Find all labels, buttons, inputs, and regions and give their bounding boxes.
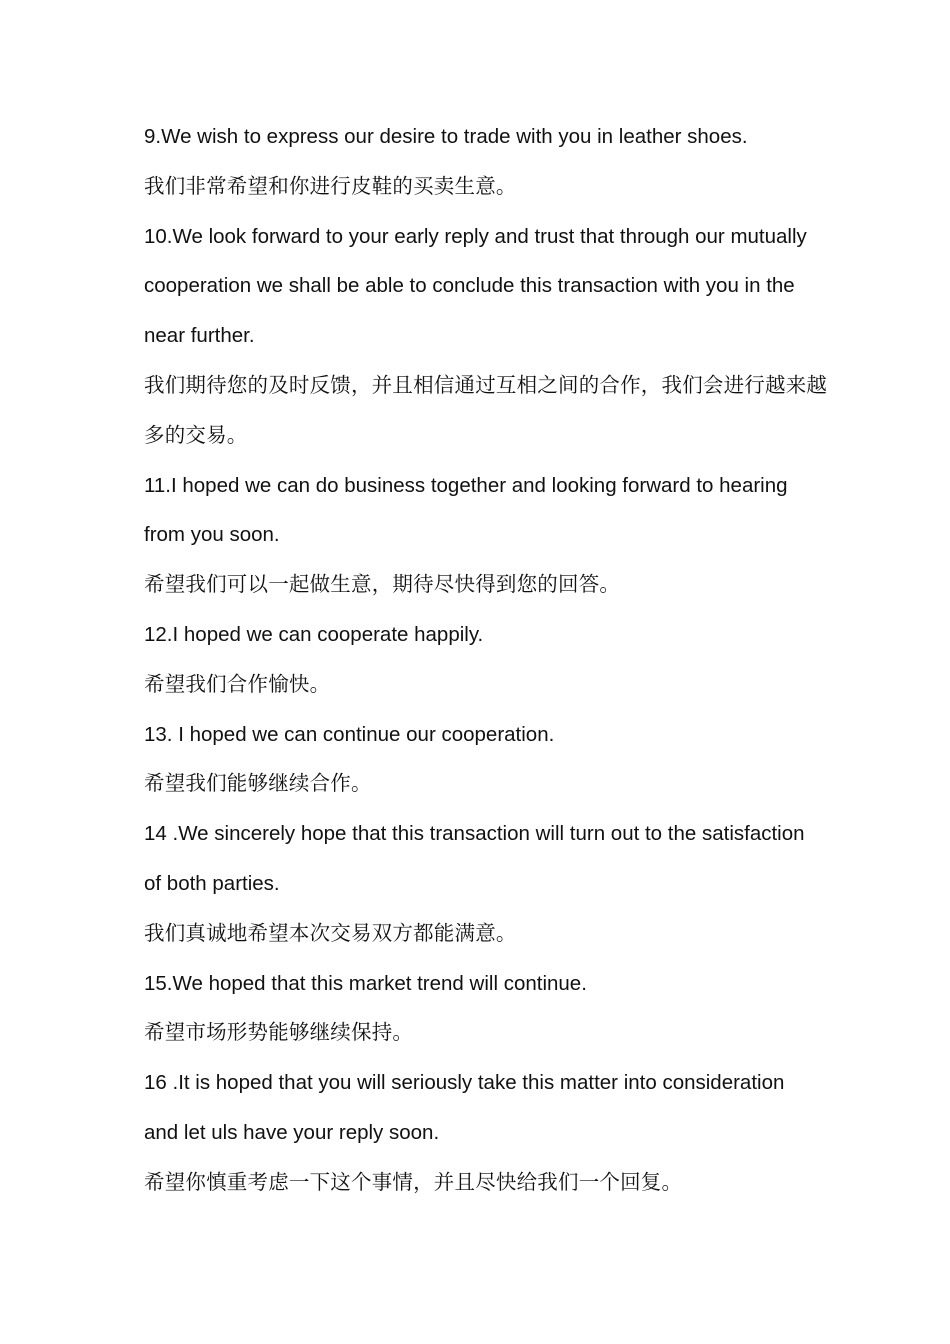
translation-line: 希望我们合作愉快。: [144, 671, 331, 696]
document-body: [144, 112, 884, 1208]
text-line: 12.I hoped we can cooperate happily.: [144, 622, 484, 646]
translation-line: 多的交易。: [144, 422, 248, 447]
text-line: 13. I hoped we can continue our cooperation.: [144, 722, 555, 746]
translation-line: 我们非常希望和你进行皮鞋的买卖生意。: [144, 173, 517, 198]
text-line: cooperation we shall be able to conclude this transaction with you in the: [144, 274, 795, 298]
text-line: and let uls have your reply soon.: [144, 1120, 440, 1144]
translation-line: 我们期待您的及时反馈，并且相信通过互相之间的合作，我们会进行越来越: [144, 372, 828, 397]
text-line: 16 .It is hoped that you will seriously take this matter into consideration: [144, 1071, 785, 1095]
translation-line: 希望你慎重考虑一下这个事情，并且尽快给我们一个回复。: [144, 1169, 683, 1194]
translation-line: 希望我们可以一起做生意，期待尽快得到您的回答。: [144, 572, 621, 597]
text-line: from you soon.: [144, 523, 280, 547]
text-line: of both parties.: [144, 871, 280, 895]
text-line: 9.We wish to express our desire to trade with you in leather shoes.: [144, 125, 748, 148]
translation-line: 希望市场形势能够继续保持。: [144, 1020, 414, 1045]
text-line: 11.I hoped we can do business together and looking forward to hearing: [144, 473, 788, 497]
translation-line: 我们真诚地希望本次交易双方都能满意。: [144, 920, 517, 945]
text-line: 14 .We sincerely hope that this transaction will turn out to the satisfaction: [144, 822, 805, 846]
text-line: near further.: [144, 324, 255, 348]
text-line: 15.We hoped that this market trend will continue.: [144, 971, 587, 995]
text-line: 10.We look forward to your early reply and trust that through our mutually: [144, 224, 807, 248]
translation-line: 希望我们能够继续合作。: [144, 771, 372, 796]
